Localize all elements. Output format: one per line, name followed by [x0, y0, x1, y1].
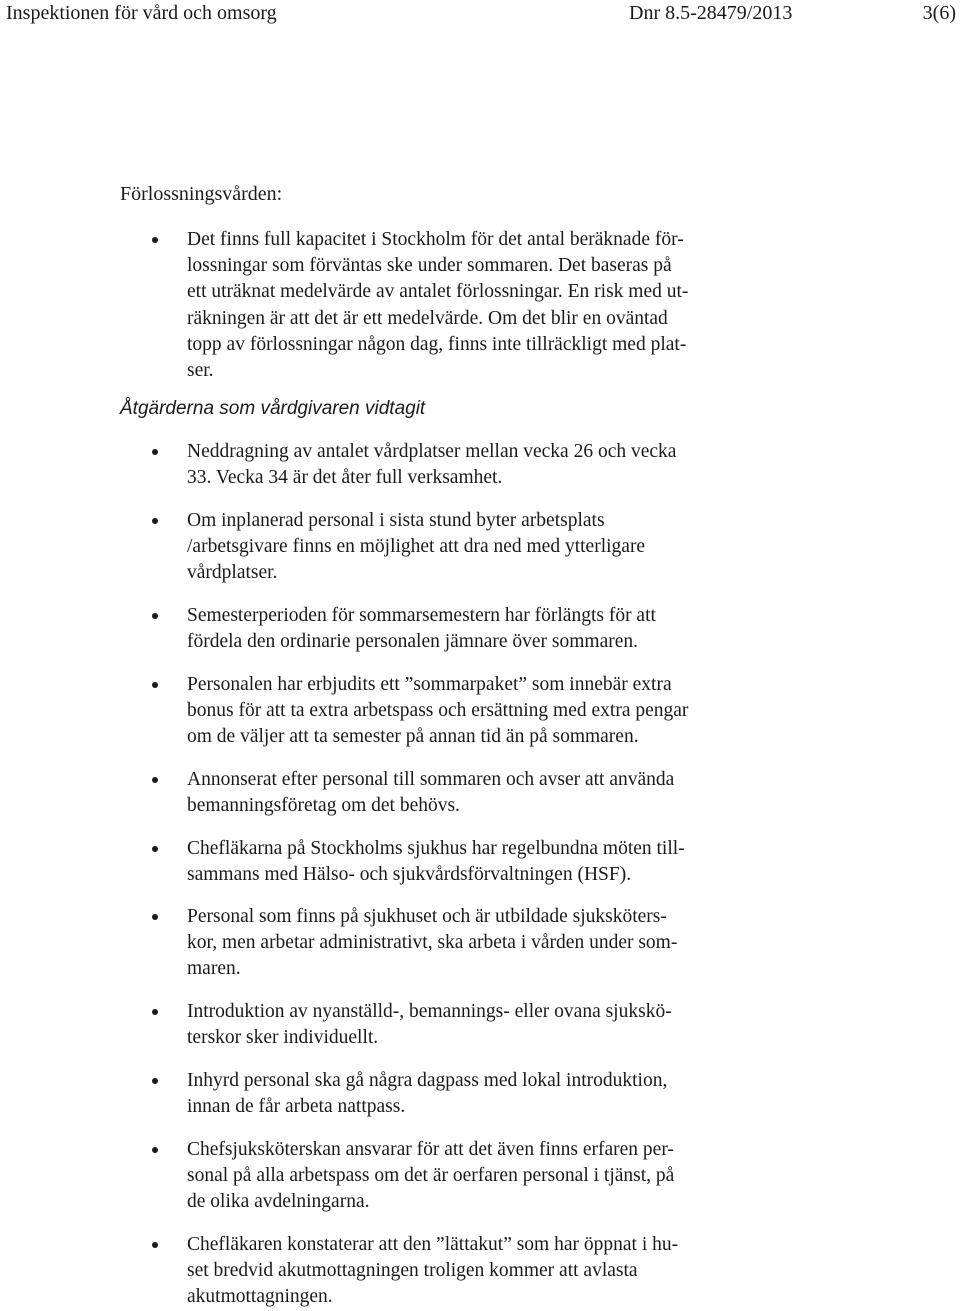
list-item-line: vårdplatser.	[187, 562, 278, 584]
list-item-line: Neddragning av antalet vårdplatser mellan vecka 26 och vecka	[187, 441, 677, 462]
list-item-line: kor, men arbetar administrativt, ska arbeta i vården under som-	[187, 932, 678, 954]
bullet-icon	[152, 518, 158, 524]
list-item-line: Personalen har erbjudits ett ”sommarpaket” som innebär extra	[187, 674, 672, 695]
section-title-forlossningsvarden: Förlossningsvården:	[120, 183, 283, 205]
bullet-icon	[152, 237, 158, 243]
list-item-line: fördela den ordinarie personalen jämnare över sommaren.	[187, 631, 639, 653]
list-item-line: räkningen är att det är ett medelvärde. Om det blir en oväntad	[187, 307, 668, 329]
list-item-line: Chefläkarna på Stockholms sjukhus har regelbundna möten till-	[187, 838, 685, 859]
list-item-line: /arbetsgivare finns en möjlighet att dra ned med ytterligare	[187, 536, 646, 558]
list-item-line: ser.	[187, 360, 214, 381]
bullet-icon	[152, 1009, 158, 1015]
list-item-line: sammans med Hälso- och sjukvårdsförvaltningen (HSF).	[187, 864, 632, 886]
bullet-icon	[152, 777, 158, 783]
bullet-icon	[152, 914, 158, 920]
list-item-line: Semesterperioden för sommarsemestern har förlängts för att	[187, 605, 656, 626]
list-item-line: akutmottagningen.	[187, 1286, 333, 1308]
list-item-line: bonus för att ta extra arbetspass och ersättning med extra pengar	[187, 700, 689, 722]
section-title-atgarder: Åtgärderna som vårdgivaren vidtagit	[120, 398, 426, 419]
bullet-icon	[152, 613, 158, 619]
list-item-line: Chefsjuksköterskan ansvarar för att det även finns erfaren per-	[187, 1139, 674, 1160]
header-page-number: 3(6)	[922, 2, 956, 24]
bullet-icon	[152, 846, 158, 852]
bullet-icon	[152, 449, 158, 455]
bullet-icon	[152, 1242, 158, 1248]
list-item-line: Introduktion av nyanställd-, bemannings- eller ovana sjukskö-	[187, 1001, 672, 1022]
list-item-line: innan de får arbeta nattpass.	[187, 1096, 406, 1118]
bullet-icon	[152, 682, 158, 688]
list-item-line: Inhyrd personal ska gå några dagpass med lokal introduktion,	[187, 1070, 668, 1091]
list-item-line: Annonserat efter personal till sommaren och avser att använda	[187, 769, 675, 790]
list-item-line: Chefläkaren konstaterar att den ”lättakut” som har öppnat i hu-	[187, 1234, 679, 1255]
list-item-line: maren.	[187, 958, 241, 980]
list-item-line: sonal på alla arbetspass om det är oerfaren personal i tjänst, på	[187, 1165, 675, 1187]
page-header	[6, 0, 956, 28]
list-item-line: 33. Vecka 34 är det åter full verksamhet.	[187, 467, 503, 489]
header-diary-number: Dnr 8.5-28479/2013	[629, 2, 793, 24]
list-item-line: om de väljer att ta semester på annan tid än på sommaren.	[187, 726, 639, 748]
bullet-icon	[152, 1147, 158, 1153]
list-item-line: Om inplanerad personal i sista stund byter arbetsplats	[187, 510, 605, 531]
list-item-line: set bredvid akutmottagningen troligen kommer att avlasta	[187, 1260, 638, 1282]
list-item-line: de olika avdelningarna.	[187, 1191, 370, 1213]
list-item-line: Personal som finns på sjukhuset och är utbildade sjuksköters-	[187, 906, 667, 927]
bullet-icon	[152, 1078, 158, 1084]
list-item-line: Det finns full kapacitet i Stockholm för det antal beräknade för-	[187, 229, 684, 250]
list-item-line: bemanningsföretag om det behövs.	[187, 795, 460, 817]
list-item-line: lossningar som förväntas ske under sommaren. Det baseras på	[187, 255, 672, 277]
list-item-line: topp av förlossningar någon dag, finns inte tillräckligt med plat-	[187, 333, 687, 355]
list-item-line: terskor sker individuellt.	[187, 1027, 379, 1049]
list-item-line: ett uträknat medelvärde av antalet förlossningar. En risk med ut-	[187, 281, 689, 303]
header-organization: Inspektionen för vård och omsorg	[6, 2, 277, 24]
